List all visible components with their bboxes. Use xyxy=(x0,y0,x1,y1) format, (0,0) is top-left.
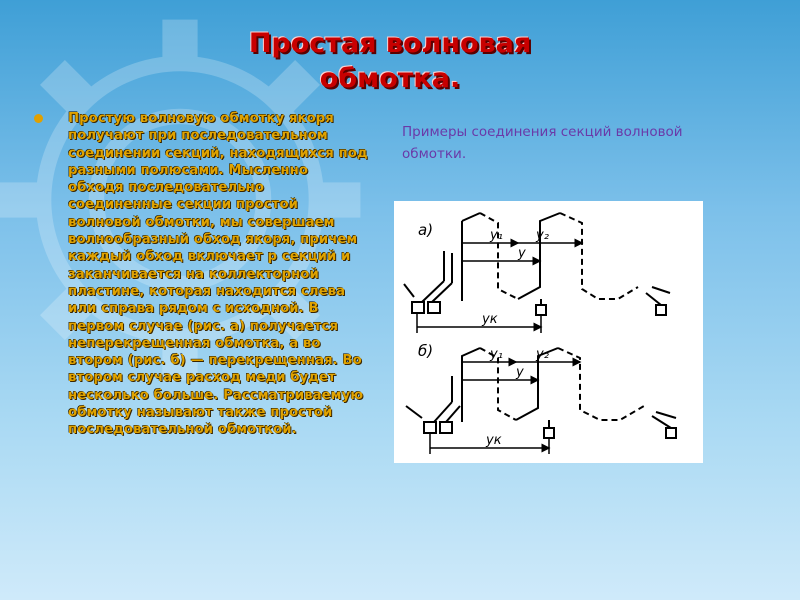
bullet-item xyxy=(34,110,369,439)
commutator-bar xyxy=(428,302,440,313)
commutator-bar xyxy=(536,305,546,315)
figure-caption: Примеры соединения секций волновой обмотки. xyxy=(402,124,683,162)
dim-label-yk: yк xyxy=(486,433,502,448)
winding-diagram xyxy=(394,201,703,463)
dim-label-y2: y₂ xyxy=(536,228,549,243)
dim-label-y: y xyxy=(518,246,526,261)
dim-label-yk: yк xyxy=(482,312,498,327)
commutator-bar xyxy=(424,422,436,433)
bullet-text: Простую волновую обмотку якоря получают при последовательном соединении секций, находящихся под разными полюсами. Мысленно обходя последовательно соединенные секции простой волновой обмотки, мы совершаем волнообразный обход якоря, причем каждый обход включает р секций и заканчивается на коллекторной пластине, которая находится слева или справа рядом с исходной. В первом случае (рис. а) получается неперекрещенная обмотка, а во втором (рис. б) — перекрещенная. Во втором случае расход меди будет несколько больше. Рассматриваемую обмотку называют также простой последовательной обмоткой. xyxy=(68,111,368,438)
dim-label-y1: y₁ xyxy=(490,347,503,362)
lead-line xyxy=(404,284,414,297)
bullet-dot-icon xyxy=(34,114,43,123)
commutator-bar xyxy=(544,428,554,438)
commutator-bar xyxy=(666,428,676,438)
dim-label-y1: y₁ xyxy=(490,228,503,243)
panel-b-label: б) xyxy=(418,342,434,360)
commutator-bar xyxy=(412,302,424,313)
panel-b xyxy=(406,342,676,454)
slide-title: Простая волновая обмотка. xyxy=(248,28,532,94)
commutator-bar xyxy=(656,305,666,315)
panel-a xyxy=(404,213,670,333)
panel-a-label: а) xyxy=(418,221,434,239)
winding-diagram-svg xyxy=(394,201,703,463)
dim-label-y2: y₂ xyxy=(536,347,549,362)
commutator-bar xyxy=(440,422,452,433)
dim-label-y: y xyxy=(516,365,524,380)
